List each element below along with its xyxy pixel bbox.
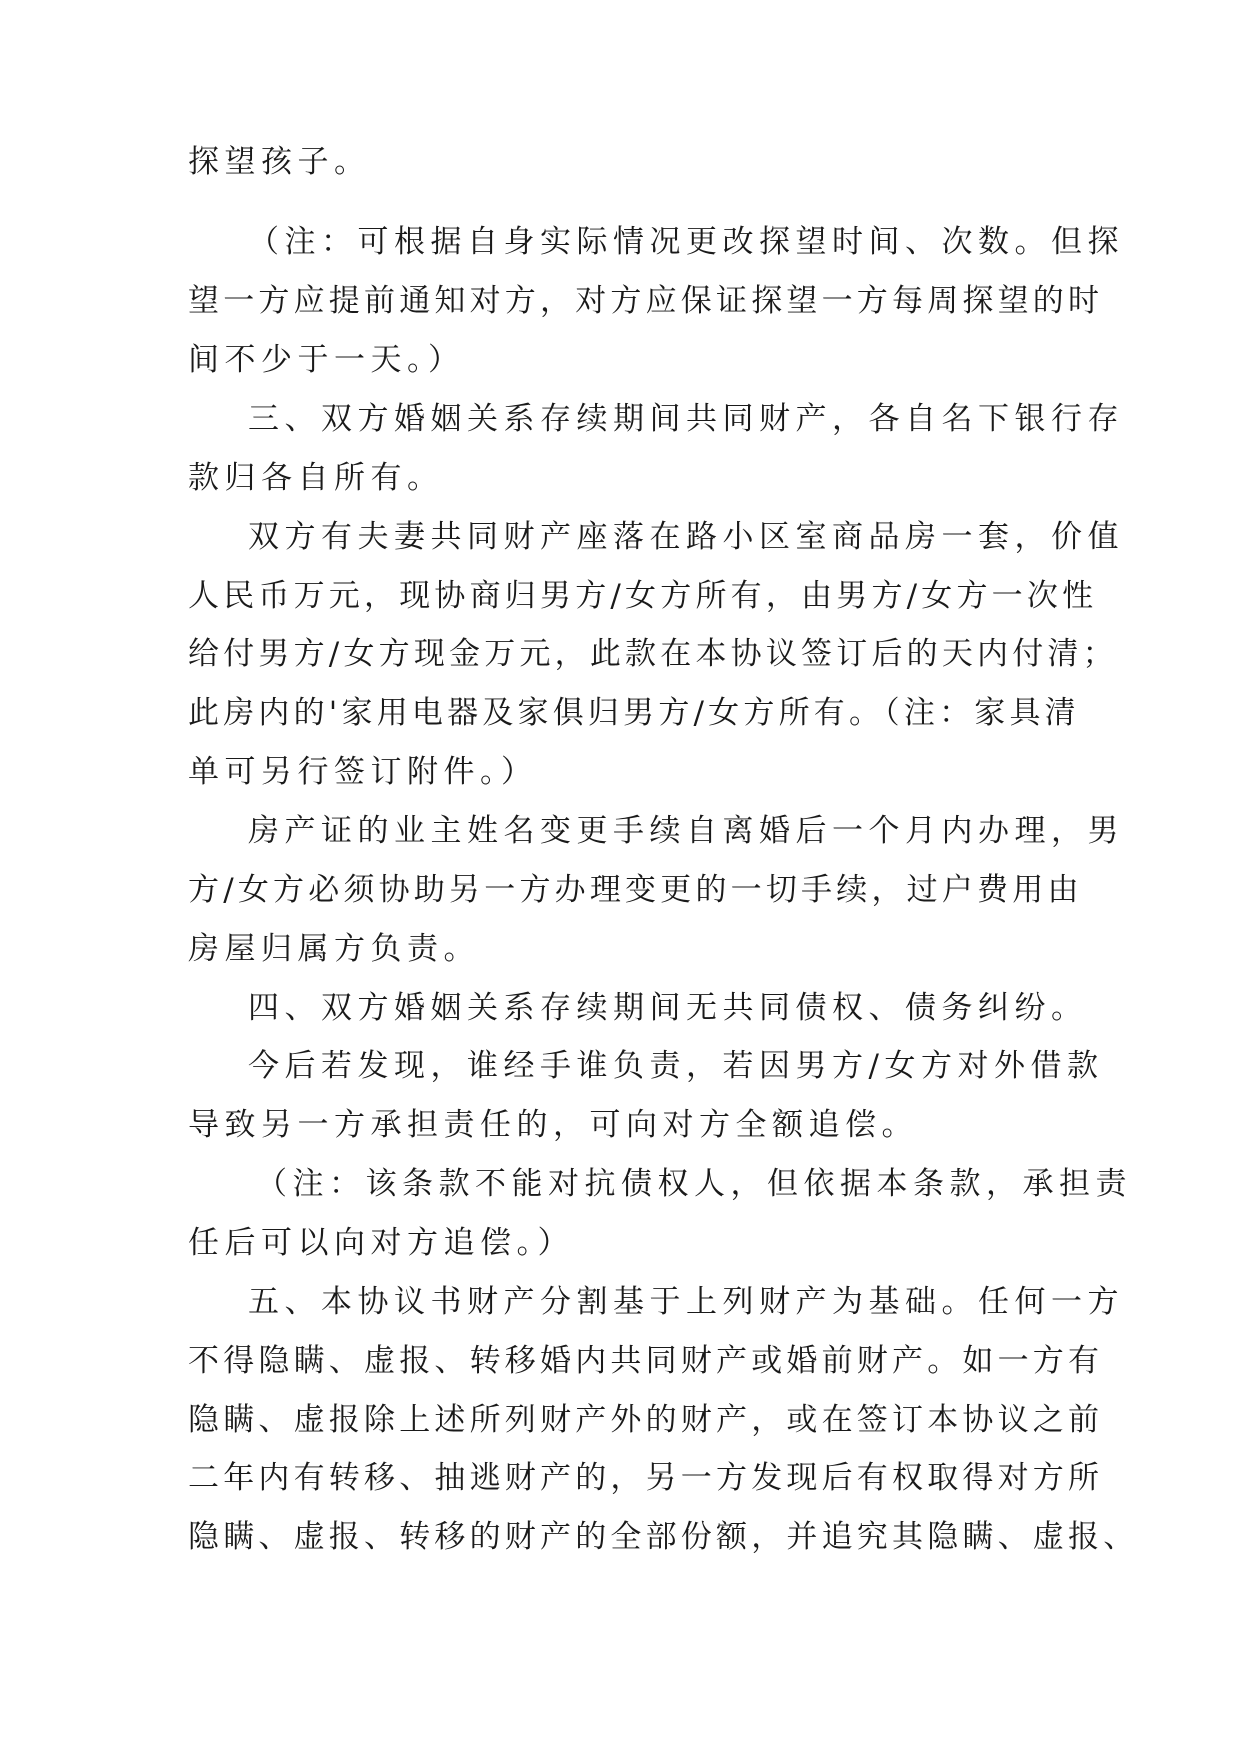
- text-line: 隐瞒、虚报除上述所列财产外的财产，或在签订本协议之前: [188, 1402, 1104, 1438]
- text-line: 双方有夫妻共同财产座落在路小区室商品房一套，价值: [248, 519, 1124, 555]
- text-line: 人民币万元，现协商归男方/女方所有，由男方/女方一次性: [188, 578, 1098, 614]
- text-line: 四、双方婚姻关系存续期间无共同债权、债务纠纷。: [248, 990, 1088, 1026]
- text-line: 间不少于一天。）: [188, 342, 465, 378]
- text-line: 探望孩子。: [188, 144, 371, 180]
- text-line: 不得隐瞒、虚报、转移婚内共同财产或婚前财产。如一方有: [188, 1343, 1104, 1379]
- text-line: 任后可以向对方追偿。）: [188, 1225, 574, 1261]
- text-line: 导致另一方承担责任的，可向对方全额追偿。: [188, 1107, 918, 1143]
- text-line: 五、本协议书财产分割基于上列财产为基础。任何一方: [248, 1284, 1124, 1320]
- text-line: 望一方应提前通知对方，对方应保证探望一方每周探望的时: [188, 283, 1104, 319]
- text-line: 三、双方婚姻关系存续期间共同财产，各自名下银行存: [248, 401, 1124, 437]
- text-line: 房产证的业主姓名变更手续自离婚后一个月内办理，男: [248, 813, 1124, 849]
- text-line: 房屋归属方负责。: [188, 931, 480, 967]
- text-line: （注：该条款不能对抗债权人，但依据本条款，承担责: [256, 1166, 1132, 1202]
- text-line: 方/女方必须协助另一方办理变更的一切手续，过户费用由: [188, 872, 1083, 908]
- text-line: 隐瞒、虚报、转移的财产的全部份额，并追究其隐瞒、虚报、: [188, 1519, 1139, 1555]
- text-line: 今后若发现，谁经手谁负责，若因男方/女方对外借款: [248, 1048, 1104, 1084]
- text-line: 此房内的'家用电器及家俱归男方/女方所有。（注：家具清: [188, 695, 1080, 731]
- text-line: 给付男方/女方现金万元，此款在本协议签订后的天内付清；: [188, 636, 1118, 672]
- text-line: 单可另行签订附件。）: [188, 754, 538, 790]
- text-line: 二年内有转移、抽逃财产的，另一方发现后有权取得对方所: [188, 1460, 1104, 1496]
- text-line: （注：可根据自身实际情况更改探望时间、次数。但探: [248, 224, 1124, 260]
- text-line: 款归各自所有。: [188, 460, 444, 496]
